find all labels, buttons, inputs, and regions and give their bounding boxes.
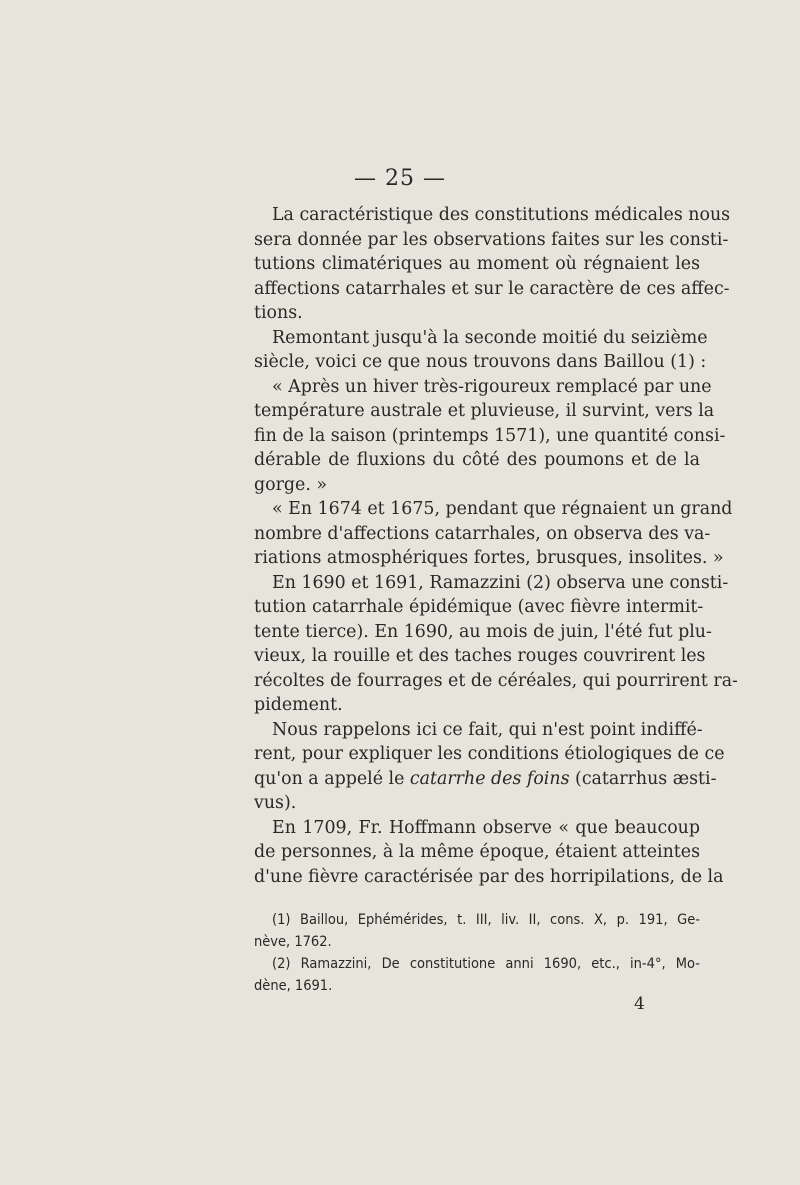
- text-line: pidement.: [254, 695, 343, 715]
- text-line: tente tierce). En 1690, au mois de juin, l'été fut plu-: [254, 621, 712, 642]
- text-line: riations atmosphériques fortes, brusques, insolites. »: [254, 548, 724, 568]
- text-line: dérable de fluxions du côté des poumons et de la: [254, 450, 700, 470]
- footnote-line: dène, 1691.: [254, 978, 333, 994]
- text-line-mixed: [254, 767, 717, 792]
- text-line: affections catarrhales et sur le caractère de ces affec-: [254, 278, 730, 299]
- text-line: Nous rappelons ici ce fait, qui n'est point indiffé-: [272, 719, 703, 740]
- text-line: « En 1674 et 1675, pendant que régnaient un grand: [272, 499, 733, 519]
- text-line: tution catarrhale épidémique (avec fièvre intermit-: [254, 597, 704, 617]
- text-line: rent, pour expliquer les conditions étiologiques de ce: [254, 744, 725, 764]
- text-line: gorge. »: [254, 474, 328, 495]
- footnote-line: nève, 1762.: [254, 934, 332, 950]
- text-line: nombre d'affections catarrhales, on observa des va-: [254, 523, 711, 544]
- text-line: d'une fièvre caractérisée par des horripilations, de la: [254, 866, 724, 887]
- footnote-line: (2) Ramazzini, De constitutione anni 1690, etc., in-4°, Mo-: [272, 956, 700, 972]
- page-number: — 25 —: [354, 166, 446, 191]
- text-line: « Après un hiver très-rigoureux remplacé par une: [272, 376, 712, 397]
- text-line: siècle, voici ce que nous trouvons dans Baillou (1) :: [254, 352, 707, 372]
- text-line: fin de la saison (printemps 1571), une quantité consi-: [254, 425, 726, 446]
- text-line: vus).: [254, 793, 297, 813]
- text-line: En 1690 et 1691, Ramazzini (2) observa une consti-: [272, 572, 729, 593]
- footnotes: [254, 909, 700, 997]
- text-line: tions.: [254, 303, 303, 323]
- text-line: de personnes, à la même époque, étaient atteintes: [254, 842, 700, 862]
- signature-mark: 4: [634, 994, 645, 1014]
- text-run: (catarrhus æsti-: [575, 768, 717, 789]
- italic-term: catarrhe des foins: [409, 768, 570, 789]
- body-text: [254, 203, 738, 889]
- text-line: vieux, la rouille et des taches rouges couvrirent les: [254, 646, 706, 666]
- text-line: température australe et pluvieuse, il survint, vers la: [254, 401, 715, 421]
- text-line: La caractéristique des constitutions médicales nous: [272, 205, 731, 225]
- text-line: tutions climatériques au moment où régnaient les: [254, 254, 700, 274]
- text-run: qu'on a appelé le: [254, 768, 405, 789]
- text-line: récoltes de fourrages et de céréales, qui pourrirent ra-: [254, 670, 738, 691]
- text-line: En 1709, Fr. Hoffmann observe « que beaucoup: [272, 817, 700, 838]
- text-line: sera donnée par les observations faites sur les consti-: [254, 229, 729, 250]
- text-line: Remontant jusqu'à la seconde moitié du seizième: [272, 327, 708, 348]
- footnote-line: (1) Baillou, Ephémérides, t. III, liv. II, cons. X, p. 191, Ge-: [272, 912, 700, 928]
